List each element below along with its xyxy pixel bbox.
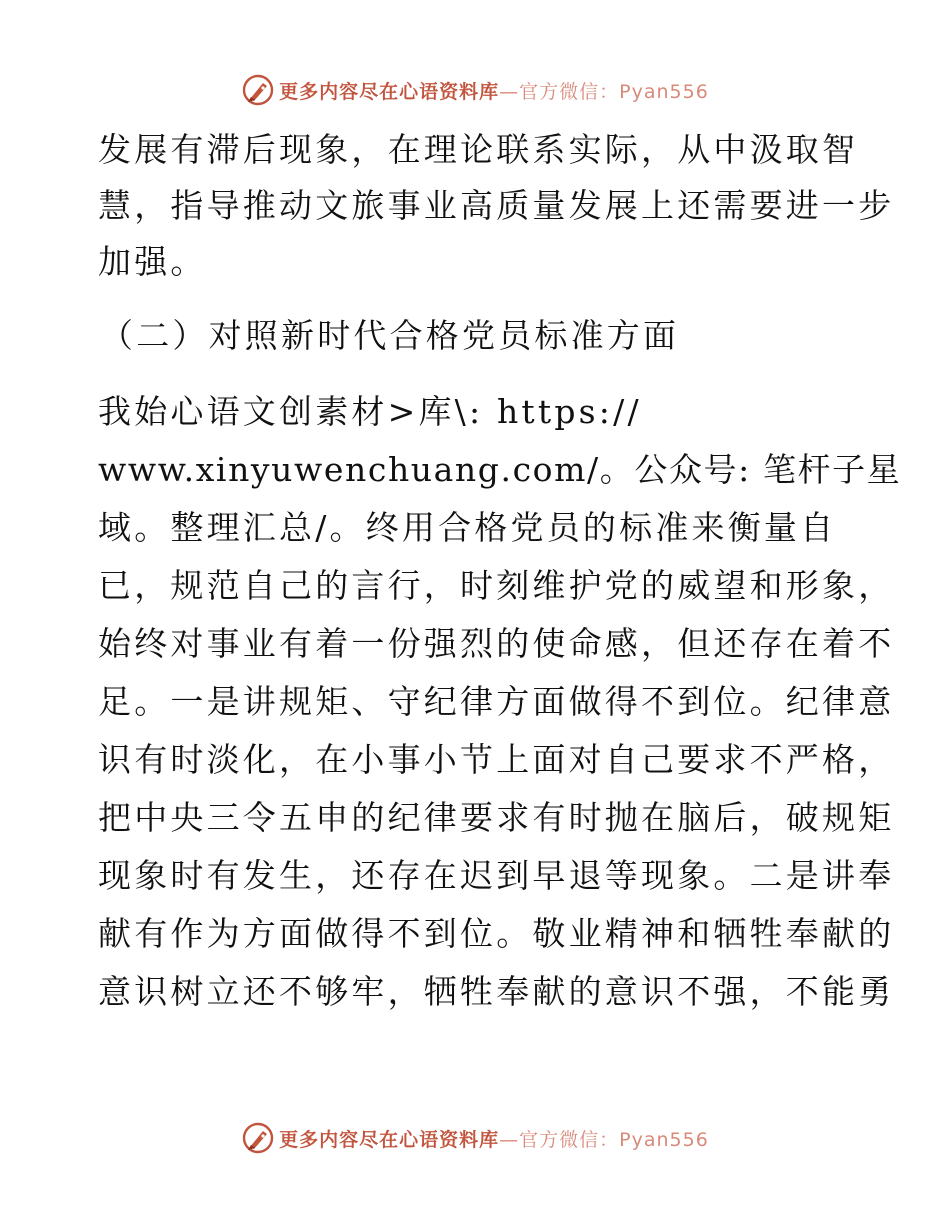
pen-logo-icon [241,1121,275,1155]
watermark-brand: 更多内容尽在心语资料库 [279,1128,500,1151]
header-watermark [0,70,950,110]
body-line: 意识树立还不够牢，牺牲奉献的意识不强，不能勇 [98,972,895,1011]
watermark-wechat: 官方微信：Pyan556 [519,80,709,103]
body-line: 慧，指导推动文旅事业高质量发展上还需要进一步 [98,186,895,225]
body-line: www.xinyuwenchuang.com/。公众号: 笔杆子星 [98,450,902,489]
body-line: 已，规范自己的言行，时刻维护党的威望和形象， [98,566,895,605]
watermark-dash: — [499,1128,520,1151]
body-line: 现象时有发生，还存在迟到早退等现象。二是讲奉 [98,856,895,895]
watermark-text [279,77,709,104]
section-heading: （二）对照新时代合格党员标准方面 [100,316,680,355]
watermark-text [279,1125,709,1152]
body-line: 加强。 [98,242,207,281]
watermark-wechat: 官方微信：Pyan556 [519,1128,709,1151]
body-line: 始终对事业有着一份强烈的使命感，但还存在着不 [98,624,895,663]
body-line: 识有时淡化，在小事小节上面对自己要求不严格， [98,740,895,779]
body-line: 域。整理汇总/。终用合格党员的标准来衡量自 [98,508,837,547]
pen-logo-icon [241,73,275,107]
body-line: 足。一是讲规矩、守纪律方面做得不到位。纪律意 [98,682,895,721]
watermark-dash: — [499,80,520,103]
footer-watermark [0,1118,950,1158]
body-line: 发展有滞后现象，在理论联系实际，从中汲取智 [98,130,859,169]
watermark-brand: 更多内容尽在心语资料库 [279,80,500,103]
body-line: 把中央三令五申的纪律要求有时抛在脑后，破规矩 [98,798,895,837]
body-line: 我始心语文创素材>库\: https:// [98,392,642,431]
body-line: 献有作为方面做得不到位。敬业精神和牺牲奉献的 [98,914,895,953]
